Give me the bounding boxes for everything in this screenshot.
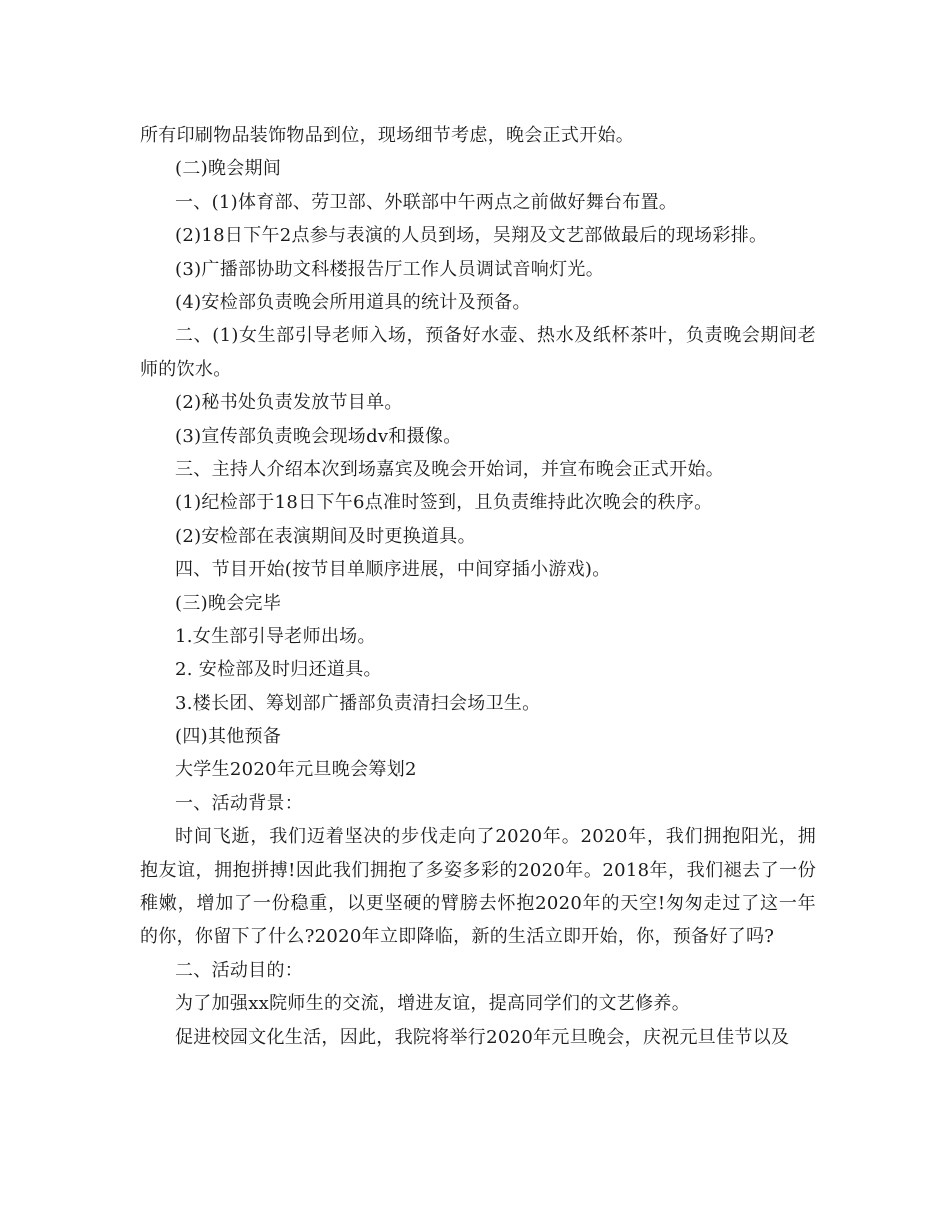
text-line: (2)18日下午2点参与表演的人员到场，吴翔及文艺部做最后的现场彩排。 [175,225,768,247]
text-line: (1)纪检部于18日下午6点准时签到，且负责维持此次晚会的秩序。 [175,492,713,514]
document-body [140,119,816,1054]
text-line: 所有印刷物品装饰物品到位，现场细节考虑，晚会正式开始。 [140,125,635,146]
text-line: 1.女生部引导老师出场。 [175,625,376,647]
section-heading: (四)其他预备 [175,726,282,748]
paragraph-teachers: 二、(1)女生部引导老师入场，预备好水壶、热水及纸杯茶叶，负责晚会期间老师的饮水。 [140,325,816,380]
text-line: (3)广播部协助文科楼报告厅工作人员调试音响灯光。 [175,258,604,280]
section-heading: 一、活动背景： [175,792,304,814]
section-heading: 二、活动目的： [175,959,304,981]
section-heading: (二)晚会期间 [175,158,282,180]
text-line: 促进校园文化生活，因此，我院将举行2020年元旦晚会，庆祝元旦佳节以及 [175,1026,790,1048]
section-heading: (三)晚会完毕 [175,592,282,614]
text-line: (4)安检部负责晚会所用道具的统计及预备。 [175,291,531,313]
text-line: 三、主持人介绍本次到场嘉宾及晚会开始词，并宣布晚会正式开始。 [175,458,724,480]
text-line: (2)安检部在表演期间及时更换道具。 [175,525,476,547]
paragraph-background: 时间飞逝，我们迈着坚决的步伐走向了2020年。2020年，我们拥抱阳光，拥抱友谊，拥抱拼搏!因此我们拥抱了多姿多彩的2020年。2018年，我们褪去了一份稚嫩，增加了一份稳重，以更坚硬的臂膀去怀抱2020年的天空!匆匆走过了这一年的你，你留下了什么?2020年立即降临，新的生活立即开始，你，预备好了吗? [140,826,816,948]
text-line: 四、节目开始(按节目单顺序进展，中间穿插小游戏)。 [175,559,611,581]
text-line: 2. 安检部及时归还道具。 [175,659,382,681]
text-line: 3.楼长团、筹划部广播部负责清扫会场卫生。 [175,692,541,714]
text-line: (3)宣传部负责晚会现场dv和摄像。 [175,425,462,447]
text-line: 为了加强xx院师生的交流，增进友谊，提高同学们的文艺修养。 [175,993,690,1015]
document-title: 大学生2020年元旦晚会筹划2 [175,759,417,781]
text-line: (2)秘书处负责发放节目单。 [175,392,403,414]
text-line: 一、(1)体育部、劳卫部、外联部中午两点之前做好舞台布置。 [175,191,678,213]
